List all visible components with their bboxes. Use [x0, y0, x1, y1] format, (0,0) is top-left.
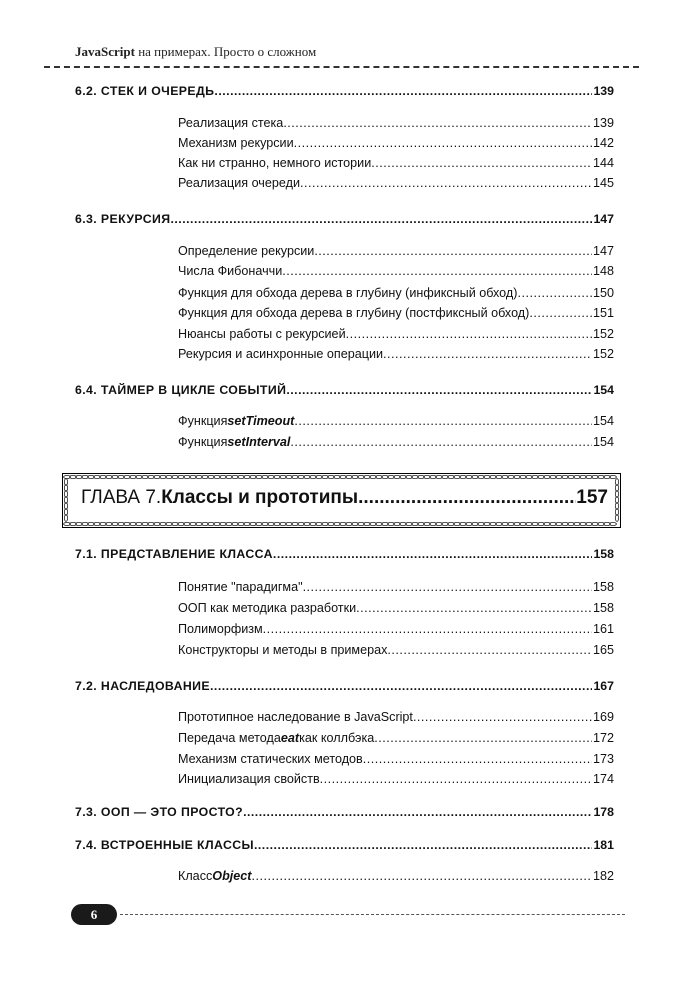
header-title-rest: на примерах. Просто о сложном — [134, 44, 317, 59]
entry-title: Понятие "парадигма" — [178, 580, 303, 594]
leader-dots — [314, 244, 592, 258]
entry-title: Инициализация свойств — [178, 772, 320, 786]
header-divider — [44, 66, 639, 68]
toc-item-entry — [178, 710, 614, 724]
chapter-title: Классы и прототипы — [161, 487, 359, 508]
entry-code-term: Object — [212, 869, 252, 883]
leader-dots — [294, 136, 592, 150]
leader-dots — [413, 710, 592, 724]
chapter-page-number: 157 — [576, 487, 608, 508]
toc-item-entry — [178, 286, 614, 300]
entry-page-number: 158 — [592, 580, 614, 594]
entry-code-term: eat — [280, 731, 300, 745]
entry-title-continued: как коллбэка — [299, 731, 375, 745]
leader-dots — [263, 622, 592, 636]
leader-dots — [363, 752, 592, 766]
entry-title: Передача метода — [178, 731, 281, 745]
toc-section-entry — [75, 84, 614, 98]
chapter-prefix: ГЛАВА 7. — [81, 487, 162, 508]
entry-title: Полиморфизм — [178, 622, 263, 636]
toc-item-entry — [178, 580, 614, 594]
toc-section-entry — [75, 212, 614, 226]
leader-dots — [273, 547, 593, 561]
entry-page-number: 158 — [592, 601, 614, 615]
entry-page-number: 181 — [593, 838, 614, 852]
entry-title: Механизм рекурсии — [178, 136, 294, 150]
entry-title: Реализация стека — [178, 116, 284, 130]
toc-item-entry — [178, 176, 614, 190]
entry-title: Определение рекурсии — [178, 244, 315, 258]
entry-page-number: 150 — [592, 286, 614, 300]
leader-dots — [283, 116, 592, 130]
entry-page-number: 172 — [592, 731, 614, 745]
entry-page-number: 182 — [592, 869, 614, 883]
leader-dots — [252, 869, 592, 883]
page-number: 6 — [90, 906, 98, 922]
toc-item-entry — [178, 772, 614, 786]
entry-page-number: 148 — [592, 264, 614, 278]
entry-code-term: setInterval — [227, 435, 291, 449]
entry-title: 6.4. ТАЙМЕР В ЦИКЛЕ СОБЫТИЙ — [75, 383, 287, 397]
entry-title: Функция для обхода дерева в глубину (инфиксный обход) — [178, 286, 518, 300]
entry-page-number: 158 — [593, 547, 614, 561]
toc-item-entry — [178, 601, 614, 615]
entry-page-number: 152 — [592, 347, 614, 361]
toc-item-entry — [178, 869, 614, 883]
entry-title: Прототипное наследование в JavaScript — [178, 710, 413, 724]
leader-dots — [210, 679, 592, 693]
leader-dots — [294, 414, 592, 428]
toc-section-entry — [75, 547, 614, 561]
leader-dots — [290, 435, 592, 449]
toc-item-entry — [178, 414, 614, 428]
toc-item-entry — [178, 116, 614, 130]
leader-dots — [356, 601, 592, 615]
entry-page-number: 142 — [592, 136, 614, 150]
entry-title: Функция для обхода дерева в глубину (постфиксный обход) — [178, 306, 530, 320]
entry-page-number: 154 — [592, 414, 614, 428]
entry-page-number: 154 — [592, 435, 614, 449]
leader-dots — [243, 805, 592, 819]
entry-page-number: 173 — [592, 752, 614, 766]
toc-item-entry — [178, 752, 614, 766]
toc-item-entry — [178, 327, 614, 341]
entry-title: 6.2. СТЕК И ОЧЕРЕДЬ — [75, 84, 215, 98]
entry-page-number: 178 — [593, 805, 614, 819]
entry-page-number: 154 — [593, 383, 614, 397]
entry-page-number: 139 — [592, 116, 614, 130]
toc-item-entry — [178, 306, 614, 320]
entry-page-number: 147 — [593, 212, 614, 226]
entry-page-number: 152 — [592, 327, 614, 341]
entry-title: Как ни странно, немного истории — [178, 156, 372, 170]
toc-item-entry — [178, 136, 614, 150]
leader-dots — [214, 84, 592, 98]
leader-dots — [254, 838, 593, 852]
toc-item-entry — [178, 156, 614, 170]
leader-dots — [320, 772, 592, 786]
entry-code-term: setTimeout — [227, 414, 295, 428]
footer-divider — [120, 914, 625, 915]
toc-item-entry — [178, 264, 614, 278]
entry-page-number: 151 — [592, 306, 614, 320]
leader-dots — [529, 306, 592, 320]
entry-title: Функция — [178, 435, 228, 449]
entry-title: 7.3. ООП — ЭТО ПРОСТО? — [75, 805, 244, 819]
entry-page-number: 169 — [592, 710, 614, 724]
leader-dots — [286, 383, 592, 397]
entry-title: Механизм статических методов — [178, 752, 363, 766]
entry-title: Рекурсия и асинхронные операции — [178, 347, 384, 361]
leader-dots — [303, 580, 592, 594]
toc-section-entry — [75, 679, 614, 693]
leader-dots — [383, 347, 592, 361]
entry-page-number: 145 — [592, 176, 614, 190]
entry-title: ООП как методика разработки — [178, 601, 357, 615]
entry-page-number: 139 — [593, 84, 614, 98]
toc-item-entry — [178, 622, 614, 636]
entry-title: 6.3. РЕКУРСИЯ — [75, 212, 171, 226]
entry-title: Нюансы работы с рекурсией — [178, 327, 346, 341]
leader-dots — [387, 643, 592, 657]
toc-item-entry — [178, 643, 614, 657]
entry-page-number: 144 — [592, 156, 614, 170]
entry-page-number: 167 — [593, 679, 614, 693]
chapter-heading-box — [62, 473, 621, 528]
toc-item-entry — [178, 347, 614, 361]
entry-page-number: 147 — [592, 244, 614, 258]
entry-page-number: 165 — [592, 643, 614, 657]
entry-page-number: 174 — [592, 772, 614, 786]
toc-section-entry — [75, 383, 614, 397]
toc-item-entry — [178, 731, 614, 745]
entry-title: Числа Фибоначчи — [178, 264, 283, 278]
leader-dots — [300, 176, 592, 190]
toc-item-entry — [178, 244, 614, 258]
leader-dots — [371, 156, 592, 170]
entry-title: Реализация очереди — [178, 176, 300, 190]
leader-dots — [374, 731, 592, 745]
leader-dots — [517, 286, 592, 300]
entry-title: Функция — [178, 414, 228, 428]
header-title-bold: JavaScript — [75, 44, 135, 59]
leader-dots — [346, 327, 592, 341]
entry-title: 7.2. НАСЛЕДОВАНИЕ — [75, 679, 210, 693]
leader-dots — [170, 212, 592, 226]
entry-title: Класс — [178, 869, 213, 883]
running-header — [75, 44, 316, 60]
toc-section-entry — [75, 838, 614, 852]
entry-title: 7.4. ВСТРОЕННЫЕ КЛАССЫ — [75, 838, 254, 852]
entry-title: Конструкторы и методы в примерах — [178, 643, 388, 657]
toc-section-entry — [75, 805, 614, 819]
chapter-heading — [81, 487, 608, 509]
entry-page-number: 161 — [592, 622, 614, 636]
leader-dots — [282, 264, 592, 278]
leader-dots — [358, 487, 576, 509]
toc-item-entry — [178, 435, 614, 449]
page-number-badge — [71, 904, 117, 925]
entry-title: 7.1. ПРЕДСТАВЛЕНИЕ КЛАССА — [75, 547, 273, 561]
